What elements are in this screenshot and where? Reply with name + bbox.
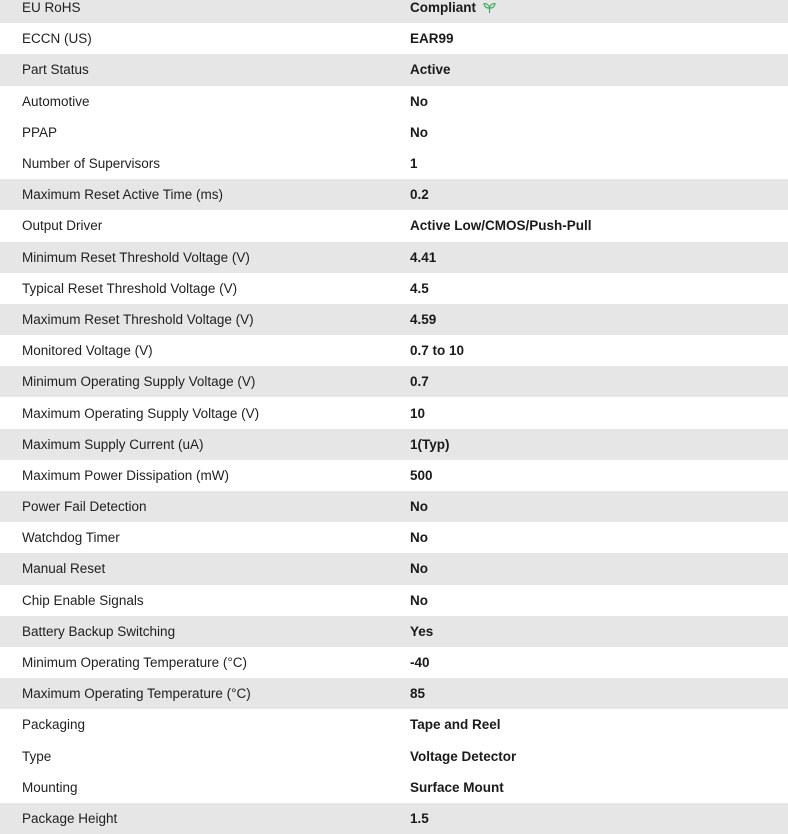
spec-label: Maximum Operating Temperature (°C) [22, 686, 251, 702]
spec-label: Minimum Operating Temperature (°C) [22, 655, 247, 671]
spec-value: Surface Mount [410, 779, 504, 795]
spec-row-watchdog-timer [0, 522, 788, 553]
spec-value: 10 [410, 405, 426, 421]
spec-value: 0.2 [410, 187, 429, 203]
spec-label: Manual Reset [22, 561, 106, 577]
spec-row-package-height [0, 803, 788, 834]
leaf-icon [483, 2, 496, 14]
spec-label: Part Status [22, 62, 89, 78]
spec-label: Battery Backup Switching [22, 623, 176, 639]
spec-row-max-supply-current [0, 429, 788, 460]
spec-value: No [410, 499, 428, 515]
spec-row-ppap [0, 117, 788, 148]
spec-value: Voltage Detector [410, 748, 517, 764]
spec-row-automotive [0, 86, 788, 117]
spec-label: Maximum Reset Active Time (ms) [22, 187, 224, 203]
spec-label: ECCN (US) [22, 31, 92, 47]
spec-row-part-status [0, 54, 788, 85]
spec-label: Packaging [22, 717, 86, 733]
spec-value: Yes [410, 623, 434, 639]
spec-row-eu-rohs [0, 0, 788, 23]
spec-label: Typical Reset Threshold Voltage (V) [22, 280, 238, 296]
spec-row-min-reset-threshold [0, 242, 788, 273]
spec-value: No [410, 561, 428, 577]
spec-label: Package Height [22, 810, 118, 826]
spec-value: 1(Typ) [410, 436, 450, 452]
spec-value: 4.5 [410, 280, 429, 296]
spec-label: Number of Supervisors [22, 156, 161, 172]
spec-row-number-of-supervisors [0, 148, 788, 179]
spec-value: Compliant [410, 0, 476, 16]
spec-row-max-operating-temp [0, 678, 788, 709]
spec-value: -40 [410, 655, 430, 671]
spec-value: 85 [410, 686, 426, 702]
spec-row-monitored-voltage [0, 335, 788, 366]
spec-value: 0.7 [410, 374, 429, 390]
spec-label: Type [22, 748, 52, 764]
spec-label: Automotive [22, 93, 90, 109]
spec-value: 4.41 [410, 249, 437, 265]
spec-row-packaging [0, 709, 788, 740]
spec-label: PPAP [22, 124, 58, 140]
spec-label: Watchdog Timer [22, 530, 120, 546]
spec-label: Monitored Voltage (V) [22, 343, 153, 359]
spec-label: Power Fail Detection [22, 499, 147, 515]
spec-value: 0.7 to 10 [410, 343, 465, 359]
spec-row-max-reset-threshold [0, 304, 788, 335]
spec-row-min-operating-temp [0, 647, 788, 678]
spec-row-typ-reset-threshold [0, 273, 788, 304]
spec-label: Maximum Reset Threshold Voltage (V) [22, 311, 254, 327]
spec-value: No [410, 124, 428, 140]
spec-value: EAR99 [410, 31, 454, 47]
spec-value: No [410, 530, 428, 546]
spec-label: Minimum Operating Supply Voltage (V) [22, 374, 256, 390]
spec-value: Active Low/CMOS/Push-Pull [410, 218, 592, 234]
spec-value: 1 [410, 156, 418, 172]
spec-row-battery-backup-switching [0, 616, 788, 647]
spec-row-output-driver [0, 210, 788, 241]
spec-value-cell [388, 0, 788, 15]
spec-value: Tape and Reel [410, 717, 501, 733]
spec-row-manual-reset [0, 553, 788, 584]
spec-row-max-power-dissipation [0, 460, 788, 491]
spec-row-min-supply-voltage [0, 366, 788, 397]
spec-value: 4.59 [410, 311, 437, 327]
spec-label: Chip Enable Signals [22, 592, 144, 608]
spec-row-eccn [0, 23, 788, 54]
spec-row-power-fail-detection [0, 491, 788, 522]
spec-label: Maximum Operating Supply Voltage (V) [22, 405, 260, 421]
spec-row-max-supply-voltage [0, 397, 788, 428]
spec-value: No [410, 592, 428, 608]
spec-label: Output Driver [22, 218, 103, 234]
spec-label: EU RoHS [22, 0, 81, 16]
spec-row-mounting [0, 772, 788, 803]
spec-value: 1.5 [410, 810, 429, 826]
spec-label: Maximum Supply Current (uA) [22, 436, 204, 452]
spec-value: No [410, 93, 428, 109]
spec-value: Active [410, 62, 451, 78]
spec-value: 500 [410, 467, 433, 483]
spec-row-max-reset-active-time [0, 179, 788, 210]
spec-row-type [0, 741, 788, 772]
spec-label: Minimum Reset Threshold Voltage (V) [22, 249, 250, 265]
spec-label: Mounting [22, 779, 78, 795]
spec-row-chip-enable-signals [0, 585, 788, 616]
spec-label: Maximum Power Dissipation (mW) [22, 467, 230, 483]
